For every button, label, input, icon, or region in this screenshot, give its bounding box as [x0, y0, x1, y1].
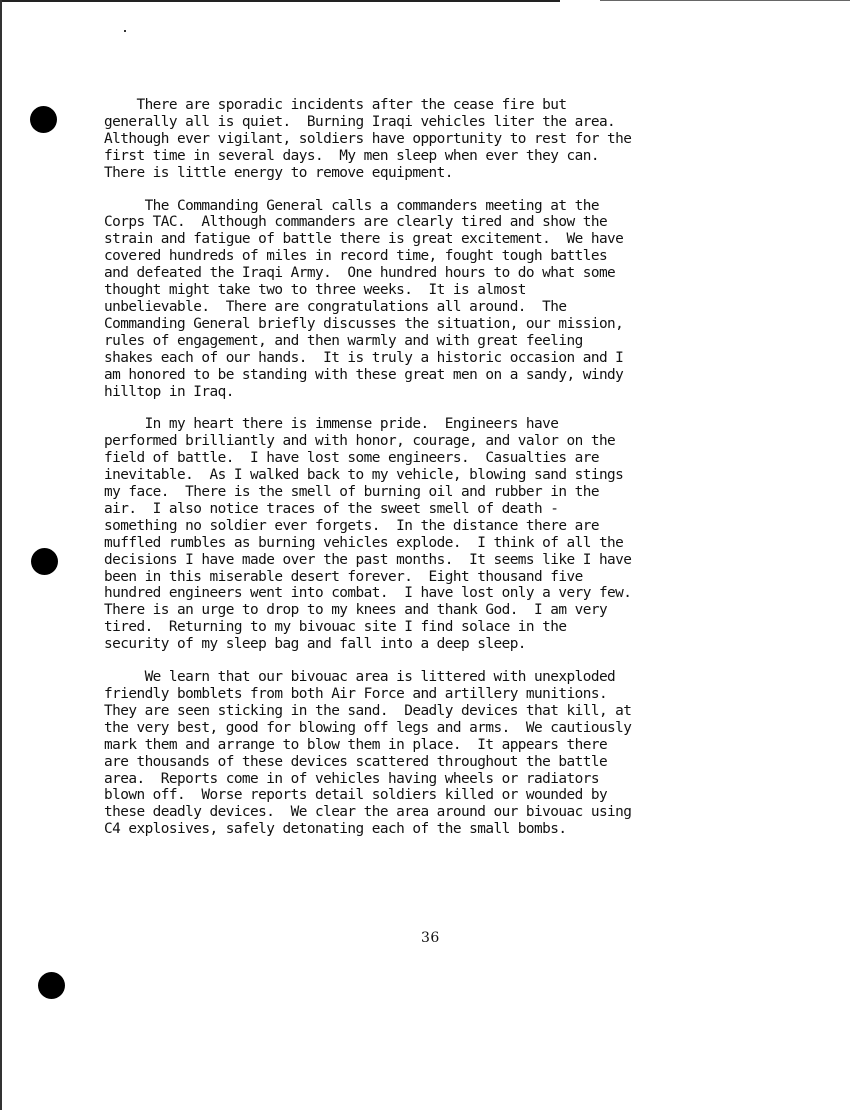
text-line: security of my sleep bag and fall into a deep sleep.	[104, 636, 526, 653]
text-line: am honored to be standing with these great men on a sandy, windy	[104, 366, 624, 383]
scan-speck	[124, 30, 126, 32]
scan-edge-top	[0, 0, 560, 2]
text-line: hilltop in Iraq.	[104, 383, 234, 400]
text-line: C4 explosives, safely detonating each of the small bombs.	[104, 821, 567, 838]
scan-edge-top-right	[600, 0, 850, 1]
text-line: inevitable. As I walked back to my vehicle, blowing sand stings	[104, 467, 624, 484]
text-line: mark them and arrange to blow them in place. It appears there	[104, 736, 608, 753]
text-line: friendly bomblets from both Air Force and artillery munitions.	[104, 686, 608, 702]
text-line: these deadly devices. We clear the area around our bivouac using	[104, 804, 632, 821]
text-line: thought might take two to three weeks. It is almost	[104, 282, 526, 299]
text-line: Although ever vigilant, soldiers have opportunity to rest for the	[104, 130, 632, 147]
text-line: field of battle. I have lost some engineers. Casualties are	[104, 450, 599, 467]
punch-hole-top	[30, 106, 57, 133]
text-line: unbelievable. There are congratulations all around. The	[104, 298, 567, 315]
text-line: strain and fatigue of battle there is great excitement. We have	[104, 231, 624, 248]
text-line: We learn that our bivouac area is littered with unexploded	[104, 669, 616, 686]
text-line: tired. Returning to my bivouac site I find solace in the	[104, 619, 567, 636]
text-line: performed brilliantly and with honor, courage, and valor on the	[104, 433, 616, 450]
punch-hole-middle	[31, 548, 58, 575]
text-line: generally all is quiet. Burning Iraqi vehicles liter the area.	[104, 113, 616, 130]
text-line: my face. There is the smell of burning oil and rubber in the	[104, 484, 599, 501]
text-line: Commanding General briefly discusses the situation, our mission,	[104, 315, 624, 332]
paragraph	[104, 669, 764, 838]
text-line: something no soldier ever forgets. In the distance there are	[104, 517, 599, 534]
document-body	[104, 97, 764, 854]
text-line: Corps TAC. Although commanders are clearly tired and show the	[104, 214, 608, 231]
text-line: covered hundreds of miles in record time, fought tough battles	[104, 248, 608, 265]
scan-edge-left	[0, 0, 2, 1110]
text-line: blown off. Worse reports detail soldiers killed or wounded by	[104, 787, 608, 804]
text-line: and defeated the Iraqi Army. One hundred hours to do what some	[104, 265, 616, 282]
text-line: They are seen sticking in the sand. Deadly devices that kill, at	[104, 702, 632, 719]
text-line: air. I also notice traces of the sweet smell of death -	[104, 500, 559, 517]
text-line: first time in several days. My men sleep when ever they can.	[104, 147, 599, 164]
text-line: area. Reports come in of vehicles having wheels or radiators	[104, 770, 599, 787]
text-line: In my heart there is immense pride. Engineers have	[104, 416, 559, 433]
paragraph	[104, 97, 764, 182]
text-line: shakes each of our hands. It is truly a historic occasion and I	[104, 349, 624, 366]
text-line: the very best, good for blowing off legs and arms. We cautiously	[104, 719, 632, 736]
text-line: muffled rumbles as burning vehicles explode. I think of all the	[104, 534, 624, 551]
text-line: There is little energy to remove equipment.	[104, 164, 453, 181]
text-line: decisions I have made over the past months. It seems like I have	[104, 551, 632, 568]
paragraph	[104, 416, 764, 653]
text-line: are thousands of these devices scattered throughout the battle	[104, 753, 608, 770]
punch-hole-bottom	[38, 972, 65, 999]
text-line: The Commanding General calls a commanders meeting at the	[104, 197, 599, 214]
text-line: There are sporadic incidents after the cease fire but	[104, 97, 567, 113]
page-number: 36	[421, 930, 440, 946]
text-line: There is an urge to drop to my knees and thank God. I am very	[104, 602, 608, 619]
text-line: rules of engagement, and then warmly and with great feeling	[104, 332, 583, 349]
text-line: hundred engineers went into combat. I have lost only a very few.	[104, 585, 632, 602]
text-line: been in this miserable desert forever. Eight thousand five	[104, 568, 583, 585]
paragraph	[104, 198, 764, 401]
